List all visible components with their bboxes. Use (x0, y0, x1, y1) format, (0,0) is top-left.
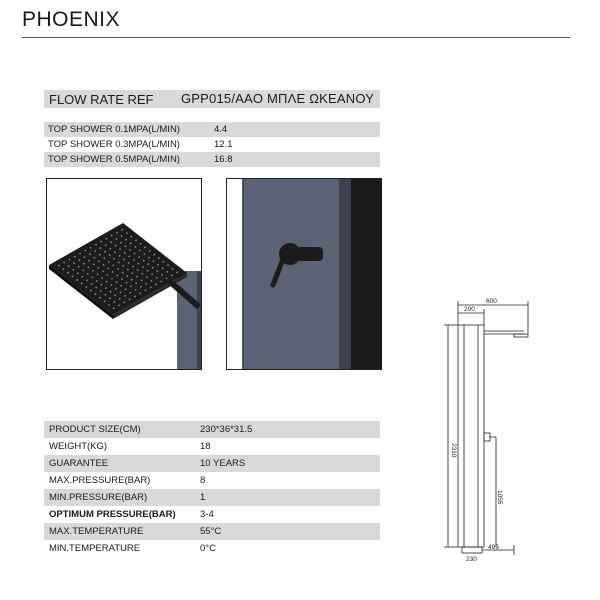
nozzle-dot (96, 280, 98, 282)
nozzle-dot (146, 276, 148, 278)
nozzle-dot (148, 257, 150, 259)
row-label: TOP SHOWER 0.3MPA(L/MIN) (48, 139, 180, 150)
nozzle-dot (171, 275, 173, 277)
row-label: GUARANTEE (49, 458, 109, 469)
table-row (44, 489, 380, 506)
head-outline (514, 334, 528, 337)
row-value: 4.4 (214, 124, 228, 135)
row-value: 16.8 (214, 154, 233, 165)
nozzle-dot (97, 274, 99, 276)
nozzle-dot (89, 253, 91, 255)
nozzle-dot (156, 277, 158, 279)
nozzle-dot (129, 292, 131, 294)
nozzle-dot (130, 242, 132, 244)
nozzle-dot (125, 239, 127, 241)
valve-outline (484, 433, 490, 441)
nozzle-dot (76, 279, 78, 281)
table-row (44, 152, 380, 167)
row-value: 12.1 (214, 139, 233, 150)
nozzle-dot (129, 249, 131, 251)
nozzle-dot (99, 254, 101, 256)
nozzle-dot (134, 246, 136, 248)
valve-cap (297, 247, 323, 261)
nozzle-dot (108, 261, 110, 263)
nozzle-dot (145, 283, 147, 285)
nozzle-dot (161, 274, 163, 276)
nozzle-dot (113, 265, 115, 267)
nozzle-dot (126, 232, 128, 234)
table-row (44, 137, 380, 152)
spec-table (44, 421, 380, 557)
nozzle-dot (157, 270, 159, 272)
nozzle-dot (88, 260, 90, 262)
nozzle-dot (103, 257, 105, 259)
nozzle-dot (115, 245, 117, 247)
nozzle-dot (110, 291, 112, 293)
nozzle-dot (120, 291, 122, 293)
nozzle-dot (124, 295, 126, 297)
nozzle-dot (119, 248, 121, 250)
nozzle-dot (119, 298, 121, 300)
nozzle-dot (100, 247, 102, 249)
nozzle-dot (99, 297, 101, 299)
nozzle-dot (98, 260, 100, 262)
nozzle-dot (117, 268, 119, 270)
nozzle-dot (114, 301, 116, 303)
nozzle-dot (107, 274, 109, 276)
row-value: 10 YEARS (200, 458, 246, 469)
nozzle-dot (145, 290, 147, 292)
nozzle-dot (142, 266, 144, 268)
panel-edge (197, 271, 201, 369)
nozzle-dot (116, 275, 118, 277)
nozzle-dot (72, 275, 74, 277)
nozzle-dot (144, 247, 146, 249)
nozzle-dot (151, 273, 153, 275)
nozzle-dot (116, 232, 118, 234)
nozzle-dot (124, 252, 126, 254)
row-value: 0°C (200, 543, 216, 554)
table-row (44, 421, 380, 438)
nozzle-dot (131, 236, 133, 238)
nozzle-dot (157, 264, 159, 266)
nozzle-dot (83, 263, 85, 265)
nozzle-dot (63, 262, 65, 264)
nozzle-dot (147, 263, 149, 265)
nozzle-dot (74, 256, 76, 258)
row-label: TOP SHOWER 0.5MPA(L/MIN) (48, 154, 180, 165)
nozzle-dot (95, 293, 97, 295)
nozzle-dot (103, 264, 105, 266)
nozzle-dot (136, 276, 138, 278)
nozzle-dot (167, 264, 169, 266)
row-label: MAX.PRESSURE(BAR) (49, 475, 151, 486)
nozzle-dot (78, 259, 80, 261)
nozzle-dot (100, 241, 102, 243)
nozzle-dot (140, 286, 142, 288)
nozzle-dot (111, 235, 113, 237)
flow-rate-bar (44, 90, 380, 108)
nozzle-dot (123, 259, 125, 261)
nozzle-dot (126, 282, 128, 284)
nozzle-dot (121, 229, 123, 231)
row-value: 55°C (200, 526, 222, 537)
nozzle-dot (92, 270, 94, 272)
base-outline (462, 547, 482, 553)
nozzle-dot (121, 278, 123, 280)
nozzle-dot (115, 238, 117, 240)
nozzle-dot (105, 244, 107, 246)
panel-frame (351, 179, 381, 369)
table-row (44, 506, 380, 523)
nozzle-dot (141, 273, 143, 275)
nozzle-dot (79, 253, 81, 255)
nozzle-dot (109, 248, 111, 250)
table-row (44, 455, 380, 472)
nozzle-dot (94, 257, 96, 259)
nozzle-dot (88, 266, 90, 268)
nozzle-dot (135, 282, 137, 284)
row-value: 18 (200, 441, 211, 452)
nozzle-dot (85, 286, 87, 288)
dim-top-width: 600 (486, 298, 497, 305)
nozzle-dot (133, 259, 135, 261)
nozzle-dot (68, 265, 70, 267)
panel-side (339, 179, 351, 369)
nozzle-dot (134, 296, 136, 298)
nozzle-dot (69, 259, 71, 261)
nozzle-dot (176, 272, 178, 274)
row-label: WEIGHT(KG) (49, 441, 108, 452)
nozzle-dot (101, 284, 103, 286)
nozzle-dot (113, 258, 115, 260)
row-label: MAX.TEMPERATURE (49, 526, 144, 537)
row-value: 3-4 (200, 509, 214, 520)
nozzle-dot (132, 272, 134, 274)
nozzle-dot (131, 279, 133, 281)
nozzle-dot (139, 293, 141, 295)
nozzle-dot (90, 290, 92, 292)
nozzle-dot (58, 265, 60, 267)
nozzle-dot (163, 261, 165, 263)
nozzle-dot (114, 251, 116, 253)
nozzle-dot (162, 267, 164, 269)
nozzle-dot (141, 279, 143, 281)
row-label: MIN.TEMPERATURE (49, 543, 141, 554)
nozzle-dot (143, 260, 145, 262)
nozzle-dot (138, 256, 140, 258)
row-label: PRODUCT SIZE(CM) (49, 424, 141, 435)
technical-drawing (432, 295, 552, 565)
panel-outline (458, 325, 484, 547)
nozzle-dot (91, 283, 93, 285)
nozzle-dot (122, 265, 124, 267)
nozzle-dot (82, 269, 84, 271)
nozzle-dot (125, 245, 127, 247)
nozzle-dot (123, 302, 125, 304)
nozzle-dot (129, 299, 131, 301)
nozzle-dot (115, 288, 117, 290)
row-value: 1 (200, 492, 206, 503)
nozzle-dot (67, 272, 69, 274)
nozzle-dot (139, 250, 141, 252)
dim-arm-width: 200 (464, 306, 475, 313)
nozzle-dot (104, 300, 106, 302)
nozzle-dot (73, 262, 75, 264)
nozzle-dot (78, 266, 80, 268)
nozzle-dot (109, 297, 111, 299)
nozzle-dot (120, 242, 122, 244)
table-row (44, 523, 380, 540)
nozzle-dot (86, 280, 88, 282)
nozzle-dot (128, 256, 130, 258)
nozzle-dot (126, 275, 128, 277)
dim-base-width: 499 (488, 544, 499, 551)
table-row (44, 438, 380, 455)
nozzle-dot (72, 269, 74, 271)
nozzle-dot (81, 283, 83, 285)
nozzle-dot (91, 277, 93, 279)
nozzle-dot (118, 262, 120, 264)
nozzle-dot (130, 285, 132, 287)
flow-rate-label: FLOW RATE REF (49, 92, 154, 107)
nozzle-dot (121, 235, 123, 237)
panel-front (243, 179, 339, 369)
nozzle-dot (113, 308, 115, 310)
nozzle-dot (109, 254, 111, 256)
row-value: 230*36*31.5 (200, 424, 253, 435)
nozzle-dot (137, 269, 139, 271)
nozzle-dot (125, 288, 127, 290)
nozzle-dot (160, 281, 162, 283)
nozzle-dot (63, 268, 65, 270)
nozzle-dot (122, 272, 124, 274)
shower-head-photo (46, 178, 202, 370)
nozzle-dot (128, 262, 130, 264)
dim-base-depth: 230 (466, 556, 477, 563)
nozzle-dot (134, 253, 136, 255)
nozzle-dot (153, 260, 155, 262)
nozzle-dot (94, 250, 96, 252)
nozzle-dot (153, 254, 155, 256)
nozzle-dot (152, 267, 154, 269)
nozzle-dot (106, 281, 108, 283)
flow-rate-value: GPP015/AAO ΜΠΛΕ ΩΚΕΑΝΟΥ (181, 91, 375, 106)
nozzle-dot (110, 284, 112, 286)
nozzle-dot (166, 271, 168, 273)
nozzle-dot (150, 287, 152, 289)
nozzle-dot (147, 270, 149, 272)
nozzle-dot (82, 276, 84, 278)
nozzle-dot (90, 247, 92, 249)
nozzle-dot (95, 287, 97, 289)
nozzle-dot (110, 241, 112, 243)
nozzle-dot (95, 244, 97, 246)
row-label: MIN.PRESSURE(BAR) (49, 492, 148, 503)
nozzle-dot (77, 272, 79, 274)
table-row (44, 122, 380, 137)
nozzle-dot (112, 271, 114, 273)
dim-valve-height: 1055 (496, 490, 503, 505)
nozzle-dot (84, 250, 86, 252)
row-value: 8 (200, 475, 206, 486)
shower-rate-table (44, 122, 380, 167)
nozzle-dot (155, 284, 157, 286)
table-row (44, 540, 380, 557)
valve-image (227, 179, 381, 369)
nozzle-dot (104, 294, 106, 296)
shower-head-image (47, 179, 201, 369)
nozzle-dot (151, 280, 153, 282)
dim-height: 2310 (450, 443, 457, 458)
nozzle-dot (102, 271, 104, 273)
page-title: PHOENIX (22, 8, 121, 31)
nozzle-dot (114, 294, 116, 296)
nozzle-dot (101, 277, 103, 279)
row-label: OPTIMUM PRESSURE(BAR) (49, 509, 176, 520)
row-label: TOP SHOWER 0.1MPA(L/MIN) (48, 124, 180, 135)
nozzle-dot (118, 305, 120, 307)
nozzle-dot (116, 281, 118, 283)
nozzle-dot (135, 289, 137, 291)
nozzle-dot (105, 287, 107, 289)
title-divider (22, 37, 570, 38)
nozzle-dot (144, 253, 146, 255)
nozzle-dot (93, 263, 95, 265)
nozzle-dot (119, 255, 121, 257)
nozzle-dot (120, 285, 122, 287)
nozzle-dot (149, 250, 151, 252)
nozzle-dot (135, 239, 137, 241)
nozzle-dot (97, 267, 99, 269)
nozzle-dot (108, 304, 110, 306)
nozzle-dot (84, 256, 86, 258)
nozzle-dot (111, 278, 113, 280)
nozzle-dot (172, 268, 174, 270)
nozzle-dot (104, 251, 106, 253)
valve-photo (226, 178, 382, 370)
nozzle-dot (87, 273, 89, 275)
nozzle-dot (100, 290, 102, 292)
nozzle-dot (140, 243, 142, 245)
nozzle-dot (127, 269, 129, 271)
nozzle-dot (106, 238, 108, 240)
nozzle-dot (107, 268, 109, 270)
nozzle-dot (138, 263, 140, 265)
nozzle-dot (158, 257, 160, 259)
nozzle-dot (132, 266, 134, 268)
table-row (44, 472, 380, 489)
